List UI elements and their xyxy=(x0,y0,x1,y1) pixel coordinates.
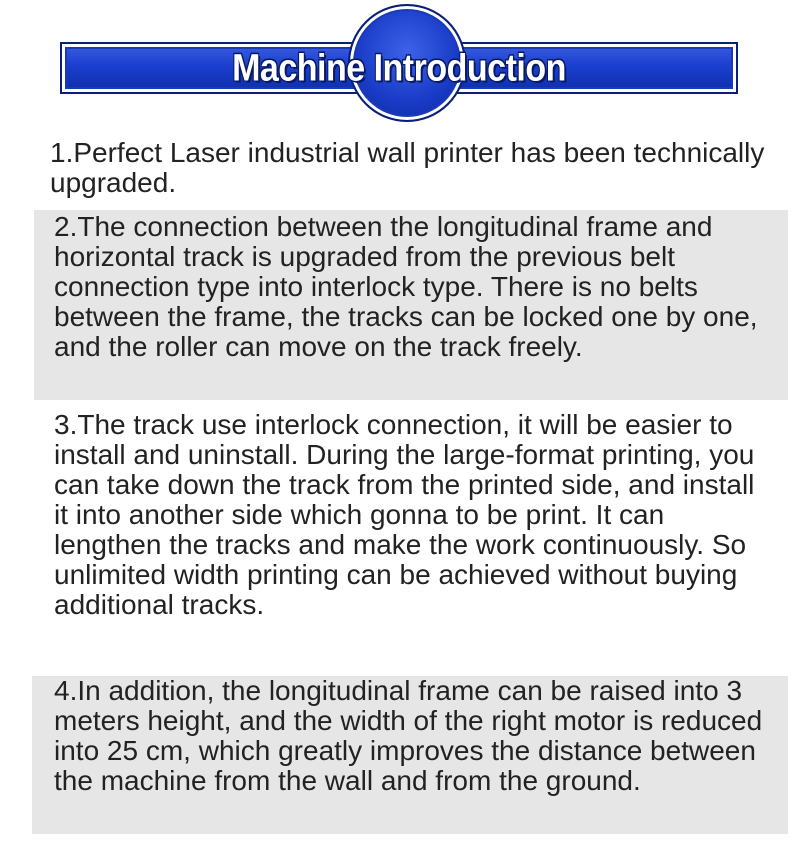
paragraph-1: 1.Perfect Laser industrial wall printer has been technically upgraded. xyxy=(50,137,765,198)
paragraph-4: 4.In addition, the longitudinal frame can be raised into 3 meters height, and the width of the right motor is reduced into 25 cm, which greatly improves the distance between the machine from the wall and from the ground. xyxy=(32,676,788,834)
title-banner xyxy=(0,0,800,122)
paragraph-2: 2.The connection between the longitudinal frame and horizontal track is upgraded from the previous belt connection type into interlock type. There is no belts between the frame, the tracks can be locked one by one, and the roller can move on the track freely. xyxy=(34,210,788,400)
page-title: Machine Introduction xyxy=(232,46,566,89)
paragraph-3: 3.The track use interlock connection, it will be easier to install and uninstall. During the large-format printing, you can take down the track from the printed side, and install it into another side which gonna to be print. It can lengthen the tracks and make the work continuously. So unlimited width printing can be achieved without buying additional tracks. xyxy=(54,409,755,620)
